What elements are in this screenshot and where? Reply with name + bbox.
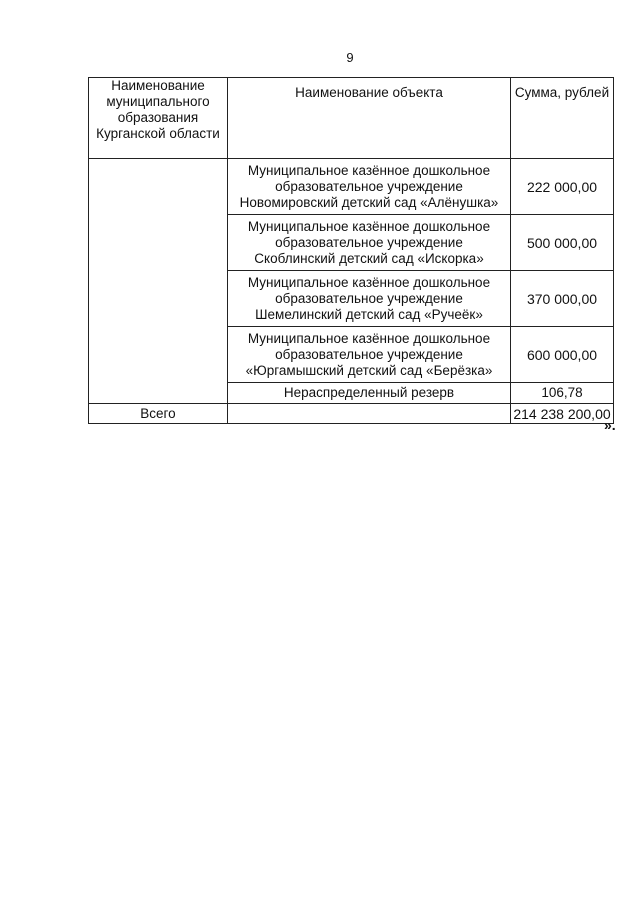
object-name-line: Муниципальное казённое дошкольное xyxy=(247,219,491,234)
object-name-cell xyxy=(228,215,511,271)
object-name-line: Скоблинский детский сад «Искорка» xyxy=(254,251,484,266)
page-number: 9 xyxy=(346,50,354,65)
table-row xyxy=(89,159,614,215)
amount-cell: 500 000,00 xyxy=(511,215,614,271)
table-header-row xyxy=(89,78,614,159)
total-row xyxy=(89,404,614,424)
header-municipality: Наименование муниципального образования Курганской области xyxy=(89,78,228,159)
object-name-line: образовательное учреждение xyxy=(275,347,463,362)
amount-cell: 222 000,00 xyxy=(511,159,614,215)
reserve-label: Нераспределенный резерв xyxy=(228,383,511,404)
object-name-cell xyxy=(228,271,511,327)
closing-quote-mark: ». xyxy=(604,417,616,433)
amount-cell: 600 000,00 xyxy=(511,327,614,383)
object-name-line: «Юргамышский детский сад «Берёзка» xyxy=(245,363,493,378)
allocation-table xyxy=(88,77,614,424)
object-name-line: Новомировский детский сад «Алёнушка» xyxy=(239,195,499,210)
municipality-cell xyxy=(89,159,228,404)
object-name-line: образовательное учреждение xyxy=(275,179,463,194)
total-amount: 214 238 200,00 xyxy=(511,404,614,424)
total-object-cell xyxy=(228,404,511,424)
reserve-amount: 106,78 xyxy=(511,383,614,404)
object-name-line: Шемелинский детский сад «Ручеёк» xyxy=(255,307,483,322)
header-amount: Сумма, рублей xyxy=(511,78,614,159)
object-name-line: Муниципальное казённое дошкольное xyxy=(247,331,491,346)
object-name-cell xyxy=(228,159,511,215)
object-name-line: образовательное учреждение xyxy=(275,235,463,250)
object-name-line: образовательное учреждение xyxy=(275,291,463,306)
header-object: Наименование объекта xyxy=(228,78,511,159)
total-label: Всего xyxy=(89,404,228,424)
object-name-line: Муниципальное казённое дошкольное xyxy=(247,163,491,178)
object-name-line: Муниципальное казённое дошкольное xyxy=(247,275,491,290)
object-name-cell xyxy=(228,327,511,383)
amount-cell: 370 000,00 xyxy=(511,271,614,327)
